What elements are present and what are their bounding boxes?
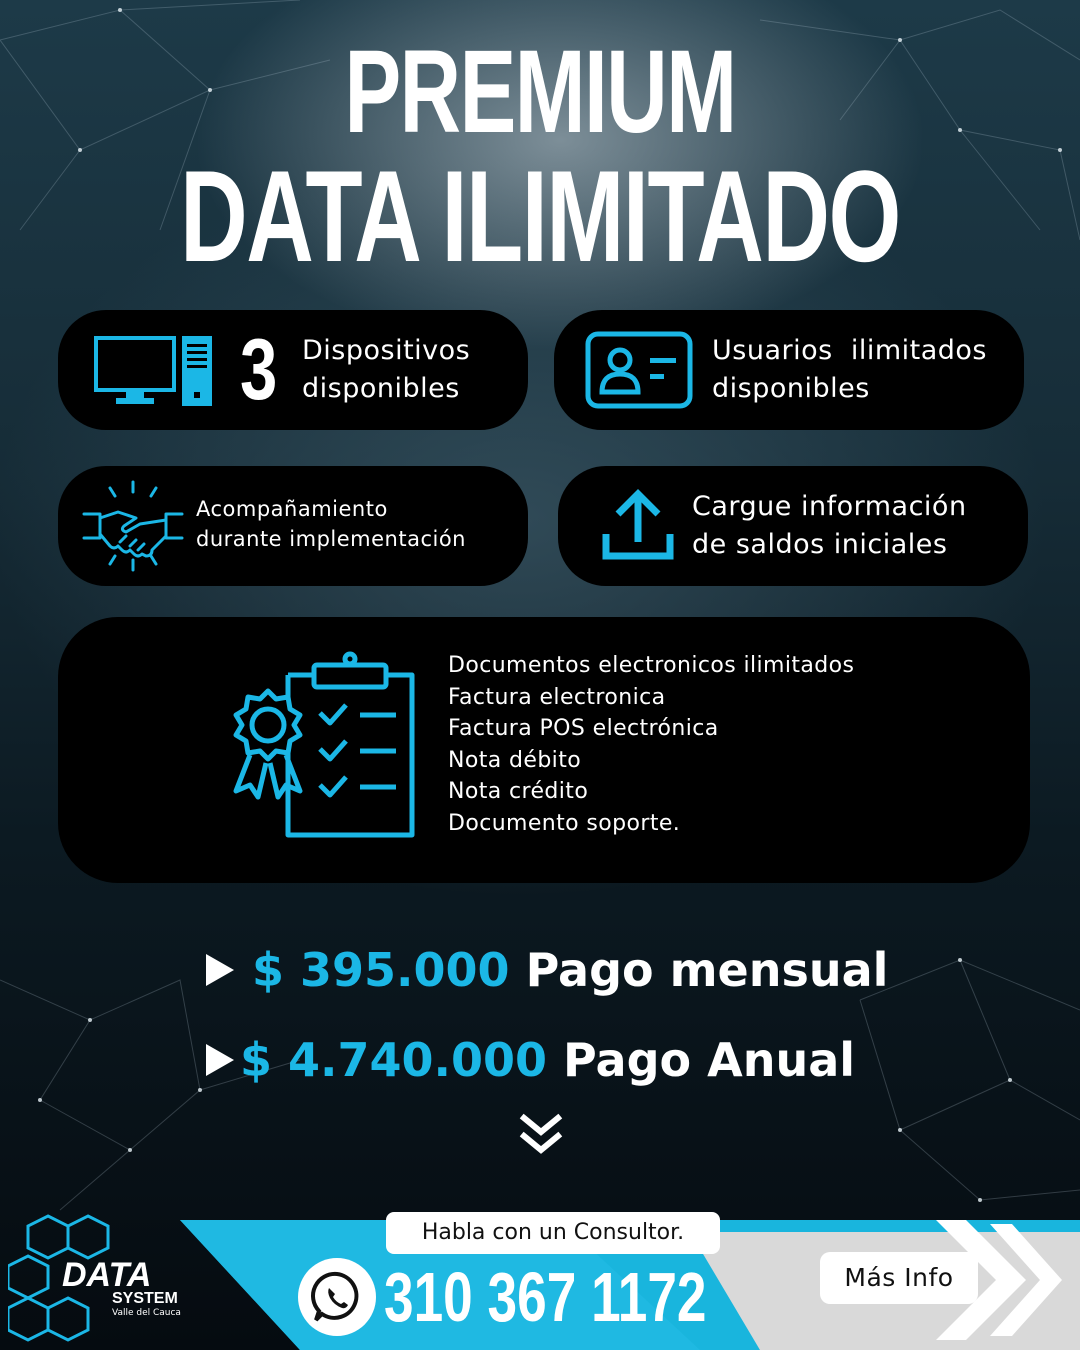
feature-card-users: [554, 310, 1024, 430]
support-line-2: durante implementación: [196, 527, 466, 551]
doc-item: Factura electronica: [448, 684, 666, 710]
price-monthly: [206, 940, 888, 1000]
upload-line-1: Cargue información: [692, 491, 967, 522]
computer-icon: [94, 334, 214, 408]
checklist-certificate-icon: [226, 651, 422, 841]
devices-line-2: disponibles: [302, 373, 460, 404]
id-card-icon: [584, 330, 694, 410]
more-info-button[interactable]: Más Info: [820, 1252, 978, 1304]
whatsapp-icon[interactable]: [298, 1258, 376, 1336]
devices-line-1: Dispositivos: [302, 335, 471, 366]
upload-icon: [600, 488, 676, 564]
logo-name: DATA: [62, 1256, 152, 1294]
consult-button[interactable]: Habla con un Consultor.: [386, 1212, 720, 1254]
title-line-1: PREMIUM: [344, 26, 736, 158]
doc-item: Nota débito: [448, 747, 582, 773]
feature-card-support: [58, 466, 528, 586]
logo-sub: SYSTEM: [112, 1290, 178, 1307]
upload-line-2: de saldos iniciales: [692, 529, 948, 560]
doc-item: Factura POS electrónica: [448, 716, 719, 742]
price-annual-label: Pago Anual: [563, 1033, 856, 1087]
feature-card-documents: [58, 617, 1030, 883]
feature-card-devices: [58, 310, 528, 430]
play-arrow-icon: [206, 954, 234, 986]
price-annual-amount: $ 4.740.000: [240, 1033, 548, 1087]
price-annual: [206, 1030, 855, 1090]
double-chevron-right-icon[interactable]: [934, 1218, 1064, 1342]
play-arrow-icon: [206, 1044, 234, 1076]
doc-item: Nota crédito: [448, 779, 589, 805]
phone-number[interactable]: 310 367 1172: [384, 1258, 707, 1336]
feature-card-upload: [558, 466, 1028, 586]
price-monthly-label: Pago mensual: [525, 943, 889, 997]
users-line-1: Usuarios ilimitados: [712, 335, 988, 366]
doc-item: Documentos electronicos ilimitados: [448, 653, 855, 678]
support-line-1: Acompañamiento: [196, 497, 388, 521]
logo-region: Valle del Cauca: [112, 1308, 181, 1318]
title-line-2: DATA ILIMITADO: [180, 143, 900, 289]
users-line-2: disponibles: [712, 373, 870, 404]
doc-item: Documento soporte.: [448, 810, 681, 836]
device-count: 3: [240, 322, 278, 418]
handshake-icon: [80, 478, 186, 574]
price-monthly-amount: $ 395.000: [252, 943, 510, 997]
double-chevron-down-icon: [518, 1110, 564, 1156]
